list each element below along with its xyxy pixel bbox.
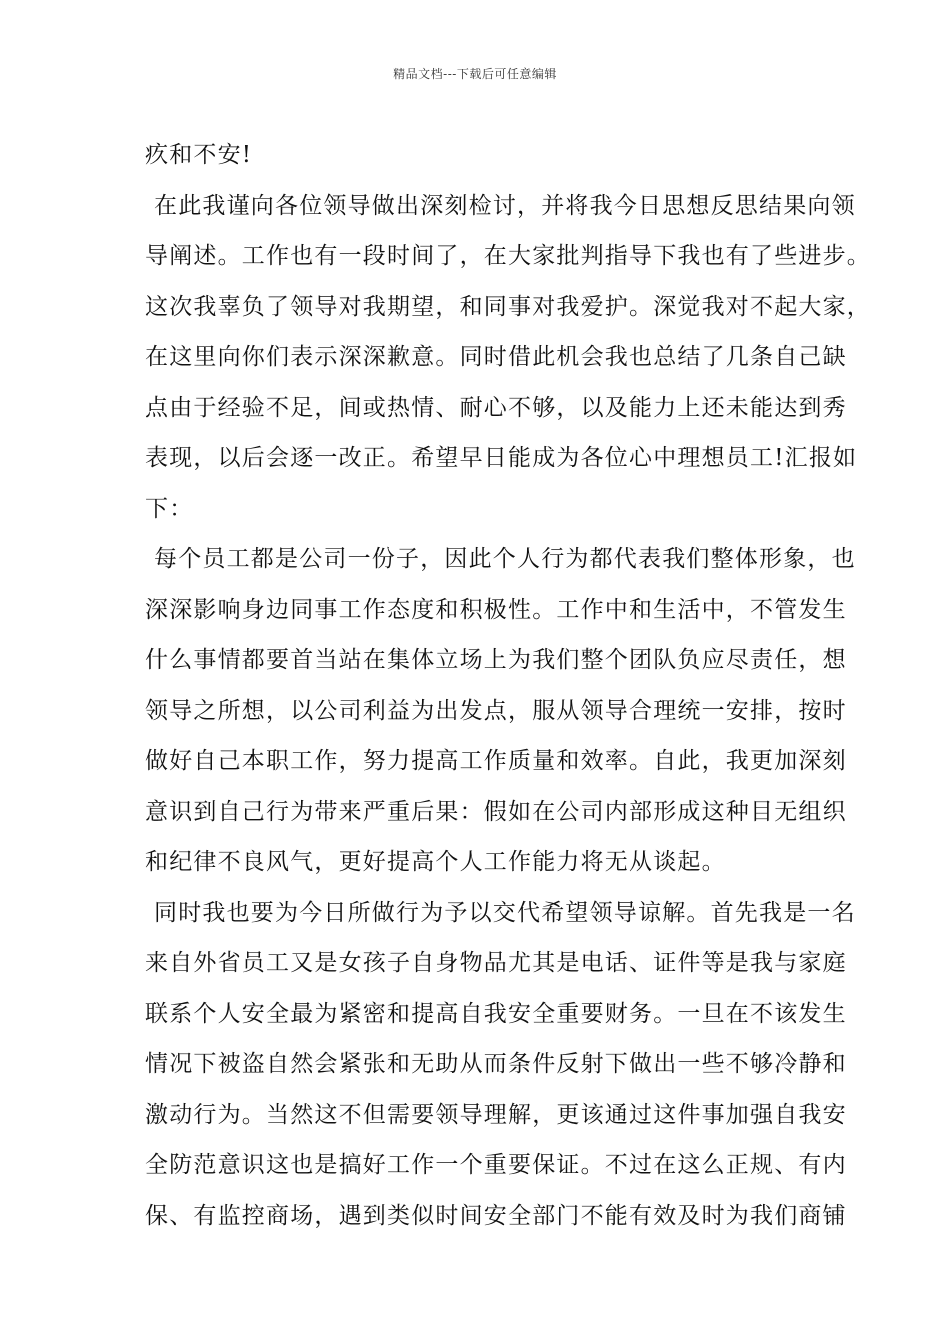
document-body (145, 130, 871, 1241)
text-line: 情况下被盗自然会紧张和无助从而条件反射下做出一些不够冷静和 (145, 1051, 847, 1077)
text-line: 意识到自己行为带来严重后果：假如在公司内部形成这种目无组织 (145, 798, 847, 825)
text-line: 保、有监控商场，遇到类似时间安全部门不能有效及时为我们商铺 (145, 1202, 847, 1229)
paragraph-start-line: 同时我也要为今日所做行为予以交代希望领导谅解。首先我是一名 (154, 899, 856, 926)
text-line: 疚和不安! (145, 142, 253, 168)
text-line: 什么事情都要首当站在集体立场上为我们整个团队负应尽责任，想 (145, 647, 847, 673)
text-line: 激动行为。当然这不但需要领导理解，更该通过这件事加强自我安 (145, 1101, 847, 1128)
text-line: 做好自己本职工作，努力提高工作质量和效率。自此，我更加深刻 (145, 748, 847, 774)
text-line: 下： (145, 495, 194, 522)
text-line: 和纪律不良风气，更好提高个人工作能力将无从谈起。 (145, 849, 726, 875)
text-line: 导阐述。工作也有一段时间了，在大家批判指导下我也有了些进步。 (145, 243, 871, 269)
text-line: 在这里向你们表示深深歉意。同时借此机会我也总结了几条自己缺 (145, 344, 847, 370)
text-line: 深深影响身边同事工作态度和积极性。工作中和生活中，不管发生 (145, 596, 847, 623)
text-line: 全防范意识这也是搞好工作一个重要保证。不过在这么正规、有内 (145, 1152, 847, 1178)
text-line: 表现，以后会逐一改正。希望早日能成为各位心中理想员工!汇报如 (145, 445, 858, 471)
text-line: 领导之所想，以公司利益为出发点，服从领导合理统一安排，按时 (145, 697, 847, 724)
paragraph-start-line: 每个员工都是公司一份子，因此个人行为都代表我们整体形象，也 (154, 546, 856, 572)
text-line: 来自外省员工又是女孩子自身物品尤其是电话、证件等是我与家庭 (145, 950, 847, 976)
paragraph-start-line: 在此我谨向各位领导做出深刻检讨，并将我今日思想反思结果向领 (154, 192, 856, 219)
text-line: 点由于经验不足，间或热情、耐心不够，以及能力上还未能达到秀 (145, 394, 847, 421)
text-line: 这次我辜负了领导对我期望，和同事对我爱护。深觉我对不起大家， (145, 293, 871, 320)
page-header: 精品文档---下载后可任意编辑 (393, 67, 557, 81)
text-line: 联系个人安全最为紧密和提高自我安全重要财务。一旦在不该发生 (145, 1000, 847, 1027)
